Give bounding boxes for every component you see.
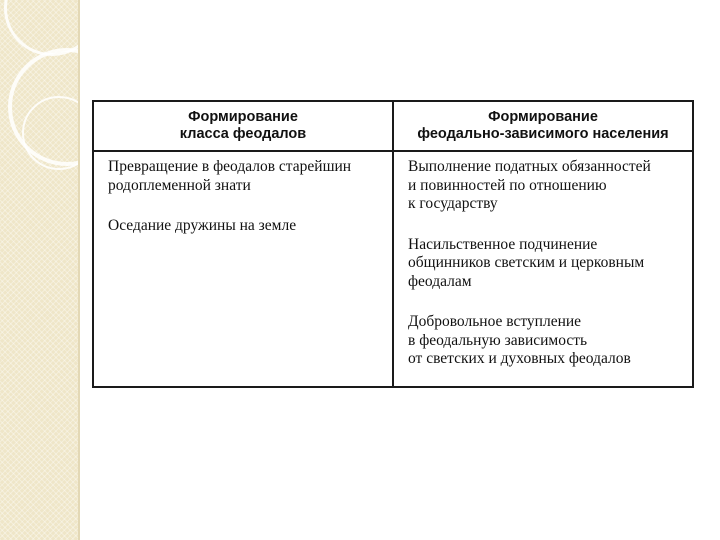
decorative-side-band: [0, 0, 78, 540]
left-column-cell: [93, 151, 393, 387]
entry-line: в феодальную зависимость: [408, 331, 588, 349]
entry-line: феодалам: [408, 272, 472, 290]
header-line: класса феодалов: [179, 126, 307, 142]
entry-line: родоплеменной знати: [108, 176, 251, 194]
entry-line: к государству: [408, 195, 498, 212]
list-item: [408, 236, 684, 292]
list-item: [408, 158, 684, 214]
table-body-row: [93, 151, 693, 387]
list-item: [108, 217, 384, 236]
header-line: феодально-зависимого населения: [417, 126, 669, 142]
entry-line: и повинностей по отношению: [408, 176, 607, 194]
entry-line: Насильственное подчинение: [408, 235, 598, 253]
entry-line: от светских и духовных феодалов: [408, 350, 631, 367]
side-band-edge: [78, 0, 80, 540]
entry-line: Добровольное вступление: [408, 313, 582, 330]
header-feudal-class: [93, 101, 393, 151]
list-item: [108, 158, 384, 195]
entry-line: Оседание дружины на земле: [108, 217, 297, 234]
header-line: Формирование: [188, 109, 298, 125]
list-item: [408, 313, 684, 369]
right-column-cell: [393, 151, 693, 387]
entry-line: общинников светским и церковным: [408, 254, 645, 271]
table-header-row: [93, 101, 693, 151]
header-dependent-population: [393, 101, 693, 151]
entry-line: Превращение в феодалов старейшин: [108, 158, 352, 175]
header-line: Формирование: [488, 109, 598, 125]
feudalism-formation-table: [92, 100, 694, 388]
entry-line: Выполнение податных обязанностей: [408, 158, 651, 175]
